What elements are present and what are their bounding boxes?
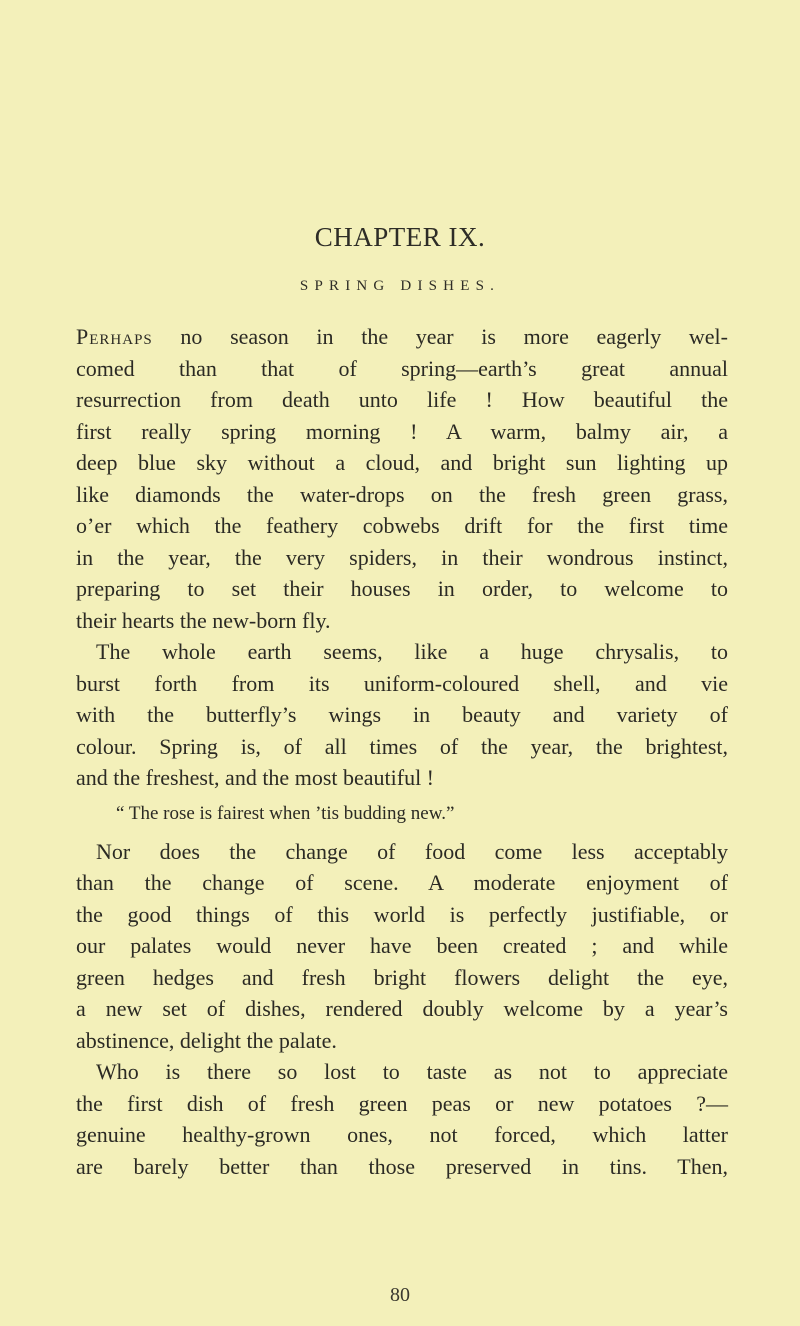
text-line: are barely better than those preserved in tins. Then, <box>76 1153 728 1179</box>
text-span: no season in the year is more eagerly wel- <box>152 324 728 349</box>
text-line: like diamonds the water-drops on the fresh green grass, <box>76 481 728 507</box>
text-line: deep blue sky without a cloud, and bright sun lighting up <box>76 450 728 475</box>
lead-word: Perhaps <box>76 324 153 349</box>
text-line: comed than that of spring—earth’s great annual <box>76 355 728 381</box>
text-line: in the year, the very spiders, in their wondrous instinct, <box>76 544 728 570</box>
text-line: The whole earth seems, like a huge chrysalis, to <box>96 639 728 664</box>
text-line: green hedges and fresh bright flowers delight the eye, <box>76 964 728 990</box>
text-line <box>76 321 728 353</box>
text-line: with the butterfly’s wings in beauty and variety of <box>76 702 728 727</box>
text-line: resurrection from death unto life ! How beautiful the <box>76 387 728 412</box>
text-line: Who is there so lost to taste as not to appreciate <box>96 1059 728 1084</box>
text-line: our palates would never have been created ; and while <box>76 933 728 958</box>
text-line: the first dish of fresh green peas or new potatoes ?— <box>76 1090 728 1116</box>
text-line: genuine healthy-grown ones, not forced, which latter <box>76 1122 728 1147</box>
page-number: 80 <box>390 1284 410 1306</box>
text-line: a new set of dishes, rendered doubly welcome by a year’s <box>76 996 728 1021</box>
text-line: o’er which the feathery cobwebs drift for the first time <box>76 513 728 538</box>
text-line: their hearts the new-born fly. <box>76 607 331 633</box>
text-line: burst forth from its uniform-coloured shell, and vie <box>76 670 728 696</box>
text-line: Nor does the change of food come less acceptably <box>96 838 728 864</box>
text-line: the good things of this world is perfectly justifiable, or <box>76 901 728 927</box>
text-line: preparing to set their houses in order, to welcome to <box>76 576 728 601</box>
chapter-title: CHAPTER IX. <box>314 222 486 252</box>
text-line: than the change of scene. A moderate enjoyment of <box>76 870 728 895</box>
text-line: colour. Spring is, of all times of the year, the brightest, <box>76 733 728 759</box>
body-text <box>76 321 728 1182</box>
text-line: and the freshest, and the most beautiful ! <box>76 765 435 790</box>
text-line: abstinence, delight the palate. <box>76 1027 337 1053</box>
text-line: first really spring morning ! A warm, balmy air, a <box>76 418 728 444</box>
quotation: “ The rose is fairest when ’tis budding new.” <box>116 802 455 824</box>
chapter-subtitle: SPRING DISHES. <box>299 278 501 294</box>
